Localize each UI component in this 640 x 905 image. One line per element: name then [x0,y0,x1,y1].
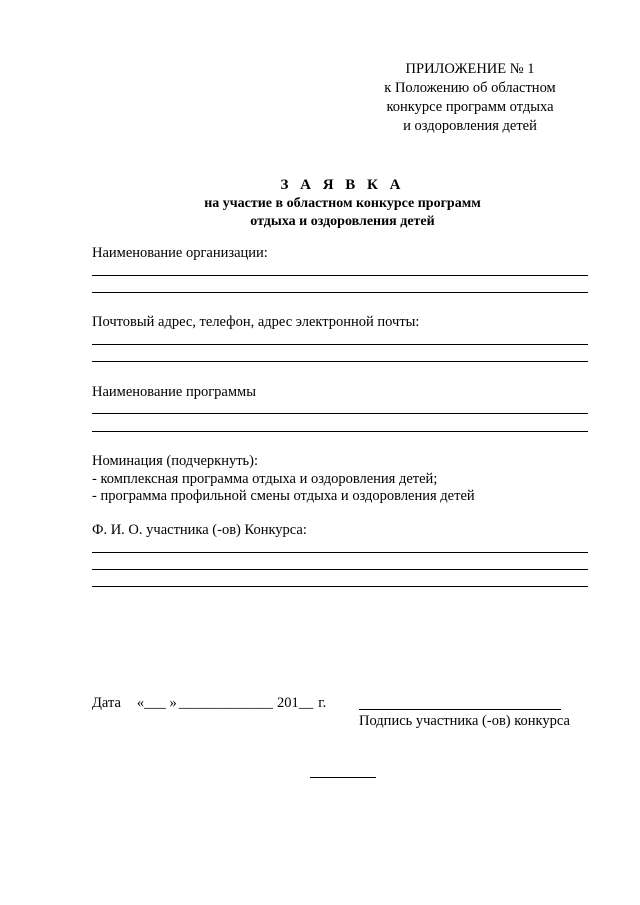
organization-label: Наименование организации: [92,245,268,261]
nomination-option-profile[interactable]: - программа профильной смены отдыха и оздоровления детей [92,488,475,504]
organization-line-1[interactable] [92,275,588,276]
contacts-line-2[interactable] [92,361,588,362]
participants-line-3[interactable] [92,586,588,587]
form-title [120,176,565,231]
organization-line-2[interactable] [92,292,588,293]
appendix-number: ПРИЛОЖЕНИЕ № 1 [405,61,535,77]
date-year-field[interactable]: 201__ [277,695,314,711]
date-month-field[interactable]: _____________ [178,695,274,711]
date-row [92,694,326,712]
appendix-header [360,60,580,136]
footer-divider [310,777,376,778]
appendix-reference-line-3: и оздоровления детей [403,118,537,134]
participants-line-2[interactable] [92,569,588,570]
program-label: Наименование программы [92,384,256,400]
participants-label: Ф. И. О. участника (-ов) Конкурса: [92,522,307,538]
date-day-field[interactable]: «___ » [136,695,177,711]
signature-caption: Подпись участника (-ов) конкурса [359,713,570,729]
program-line-2[interactable] [92,431,588,432]
nomination-label: Номинация (подчеркнуть): [92,453,259,469]
form-title-main: З А Я В К А [280,177,405,193]
date-label: Дата [92,695,121,711]
form-title-subtitle-1: на участие в областном конкурсе программ [204,196,481,211]
form-title-subtitle-2: отдыха и оздоровления детей [250,214,435,229]
appendix-reference-line-1: к Положению об областном [384,80,556,96]
contacts-line-1[interactable] [92,344,588,345]
program-line-1[interactable] [92,413,588,414]
nomination-option-complex[interactable]: - комплексная программа отдыха и оздоровления детей; [92,471,438,487]
participants-line-1[interactable] [92,552,588,553]
signature-line[interactable] [359,709,561,710]
appendix-reference-line-2: конкурсе программ отдыха [386,99,554,115]
date-year-suffix: г. [318,695,327,711]
contacts-label: Почтовый адрес, телефон, адрес электронной почты: [92,314,420,330]
